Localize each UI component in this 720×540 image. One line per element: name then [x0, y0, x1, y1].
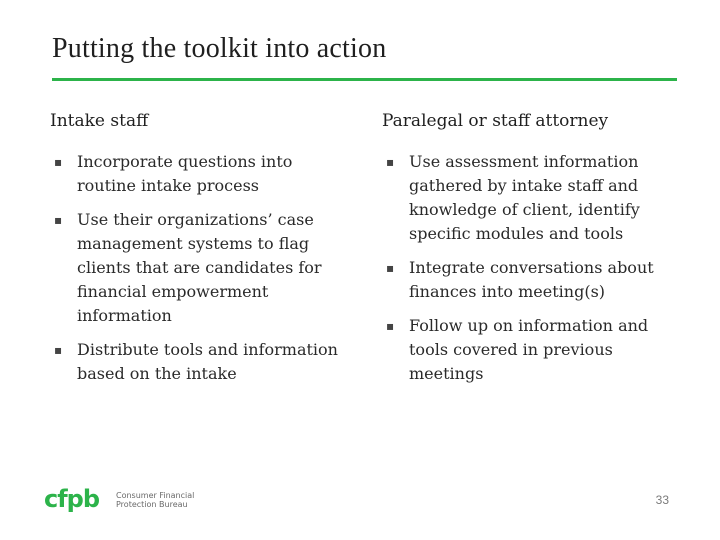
slide-title: Putting the toolkit into action	[52, 33, 387, 64]
column-heading-intake-staff: Intake staff	[50, 111, 149, 131]
cfpb-wordmark-text: cfpb	[44, 485, 100, 513]
logo-tagline	[116, 491, 196, 509]
bullet-item	[50, 208, 350, 328]
paralegal-bullet-list	[382, 150, 682, 386]
bullet-text: Follow up on information and tools covered in previous meetings	[409, 316, 649, 383]
intake-staff-bullet-list	[50, 150, 350, 386]
square-bullet-icon: ▪	[386, 319, 395, 333]
cfpb-logo	[44, 485, 196, 515]
page-number: 33	[655, 493, 669, 507]
square-bullet-icon: ▪	[386, 155, 395, 169]
bullet-item	[382, 150, 682, 246]
paralegal-column	[382, 110, 682, 396]
square-bullet-icon: ▪	[54, 155, 63, 169]
square-bullet-icon: ▪	[54, 343, 63, 357]
bullet-item	[382, 314, 682, 386]
bullet-text: Integrate conversations about finances into meeting(s)	[409, 258, 654, 301]
bullet-text: Use their organizations’ case management systems to flag clients that are candidates for financial empowerment information	[77, 210, 322, 325]
cfpb-wordmark-icon	[44, 485, 106, 515]
title-divider	[52, 78, 677, 81]
column-heading-paralegal: Paralegal or staff attorney	[382, 111, 609, 131]
bullet-item	[382, 256, 682, 304]
logo-tagline-line-2: Protection Bureau	[116, 500, 188, 509]
square-bullet-icon: ▪	[386, 261, 395, 275]
logo-tagline-line-1: Consumer Financial	[116, 491, 195, 500]
bullet-item	[50, 150, 350, 198]
bullet-text: Incorporate questions into routine intake process	[77, 152, 293, 195]
bullet-item	[50, 338, 350, 386]
bullet-text: Distribute tools and information based on the intake	[77, 340, 338, 383]
bullet-text: Use assessment information gathered by intake staff and knowledge of client, identify specific modules and tools	[409, 152, 640, 243]
intake-staff-column	[50, 110, 350, 396]
square-bullet-icon: ▪	[54, 213, 63, 227]
